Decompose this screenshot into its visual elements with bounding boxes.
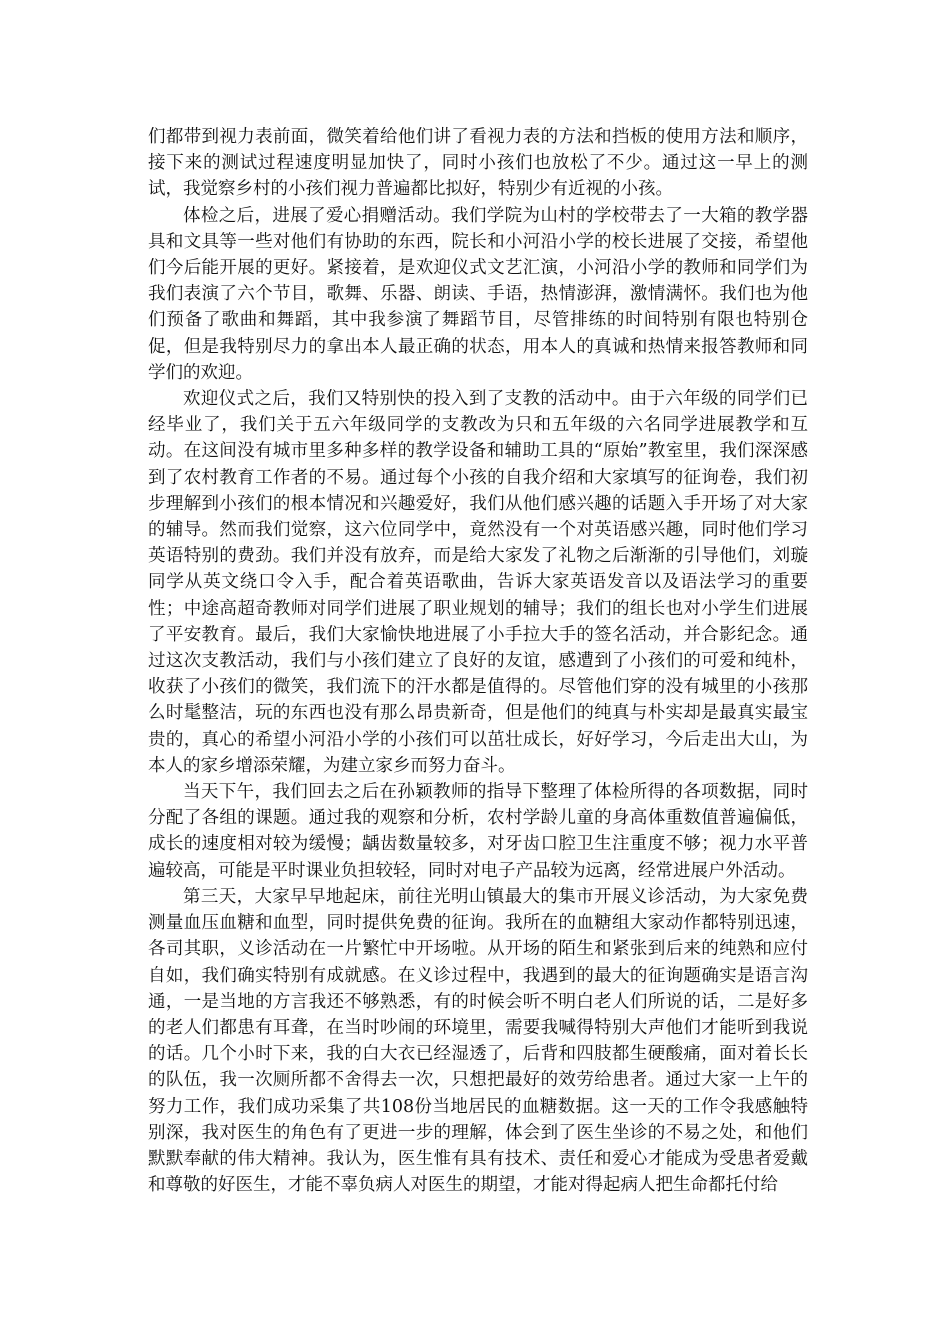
paragraph-4: 当天下午，我们回去之后在孙颖教师的指导下整理了体检所得的各项数据，同时分配了各组的课题。通过我的观察和分析，农村学龄儿童的身高体重数值普遍偏低，成长的速度相对较为缓慢；龋齿数量较多，对牙齿口腔卫生注重度不够；视力水平普遍较高，可能是平时课业负担较轻，同时对电子产品较为远离，经常进展户外活动。 xyxy=(148,782,808,881)
paragraph-5: 第三天，大家早早地起床，前往光明山镇最大的集市开展义诊活动，为大家免费测量血压血糖和血型，同时提供免费的征询。我所在的血糖组大家动作都特别迅速，各司其职，义诊活动在一片繁忙中开场啦。从开场的陌生和紧张到后来的纯熟和应付自如，我们确实特别有成就感。在义诊过程中，我遇到的最大的征询题确实是语言沟通，一是当地的方言我还不够熟悉，有的时候会听不明白老人们所说的话，二是好多的老人们都患有耳聋，在当时吵闹的环境里，需要我喊得特别大声他们才能听到我说的话。几个小时下来，我的白大衣已经湿透了，后背和四肢都生硬酸痛，面对着长长的队伍，我一次厕所都不舍得去一次，只想把最好的效劳给患者。通过大家一上午的努力工作，我们成功采集了共108份当地居民的血糖数据。这一天的工作令我感触特别深，我对医生的角色有了更进一步的理解，体会到了医生坐诊的不易之处，和他们默默奉献的伟大精神。我认为，医生惟有具有技术、责任和爱心才能成为受患者爱戴和尊敬的好医生，才能不辜负病人对医生的期望，才能对得起病人把生命都托付给 xyxy=(148,886,808,1196)
paragraph-2: 体检之后，进展了爱心捐赠活动。我们学院为山村的学校带去了一大箱的教学器具和文具等一些对他们有协助的东西，院长和小河沿小学的校长进展了交接，希望他们今后能开展的更好。紧接着，是欢迎仪式文艺汇演，小河沿小学的教师和同学们为我们表演了六个节目，歌舞、乐器、朗读、手语，热情澎湃，激情满怀。我们也为他们预备了歌曲和舞蹈，其中我参演了舞蹈节目，尽管排练的时间特别有限也特别仓促，但是我特别尽力的拿出本人最正确的状态，用本人的真诚和热情来报答教师和同学们的欢迎。 xyxy=(148,205,808,383)
paragraph-3: 欢迎仪式之后，我们又特别快的投入到了支教的活动中。由于六年级的同学们已经毕业了，我们关于五六年级同学的支教改为只和五年级的六名同学进展教学和互动。在这间没有城市里多种多样的教学设备和辅助工具的“原始”教室里，我们深深感到了农村教育工作者的不易。通过每个小孩的自我介绍和大家填写的征询卷，我们初步理解到小孩们的根本情况和兴趣爱好，我们从他们感兴趣的话题入手开场了对大家的辅导。然而我们觉察，这六位同学中，竟然没有一个对英语感兴趣，同时他们学习英语特别的费劲。我们并没有放弃，而是给大家发了礼物之后渐渐的引导他们，刘璇同学从英文绕口令入手，配合着英语歌曲，告诉大家英语发音以及语法学习的重要性；中途高超奇教师对同学们进展了职业规划的辅导；我们的组长也对小学生们进展了平安教育。最后，我们大家愉快地进展了小手拉大手的签名活动，并合影纪念。通过这次支教活动，我们与小孩们建立了良好的友谊，感遭到了小孩们的可爱和纯朴，收获了小孩们的微笑，我们流下的汗水都是值得的。尽管他们穿的没有城里的小孩那么时髦整洁，玩的东西也没有那么昂贵新奇，但是他们的纯真与朴实却是最真实最宝贵的，真心的希望小河沿小学的小孩们可以茁壮成长，好好学习，今后走出大山，为本人的家乡增添荣耀，为建立家乡而努力奋斗。 xyxy=(148,389,808,776)
paragraph-1: 们都带到视力表前面，微笑着给他们讲了看视力表的方法和挡板的使用方法和顺序，接下来的测试过程速度明显加快了，同时小孩们也放松了不少。通过这一早上的测试，我觉察乡村的小孩们视力普遍都比拟好，特别少有近视的小孩。 xyxy=(148,127,808,200)
document-body xyxy=(148,124,808,1198)
